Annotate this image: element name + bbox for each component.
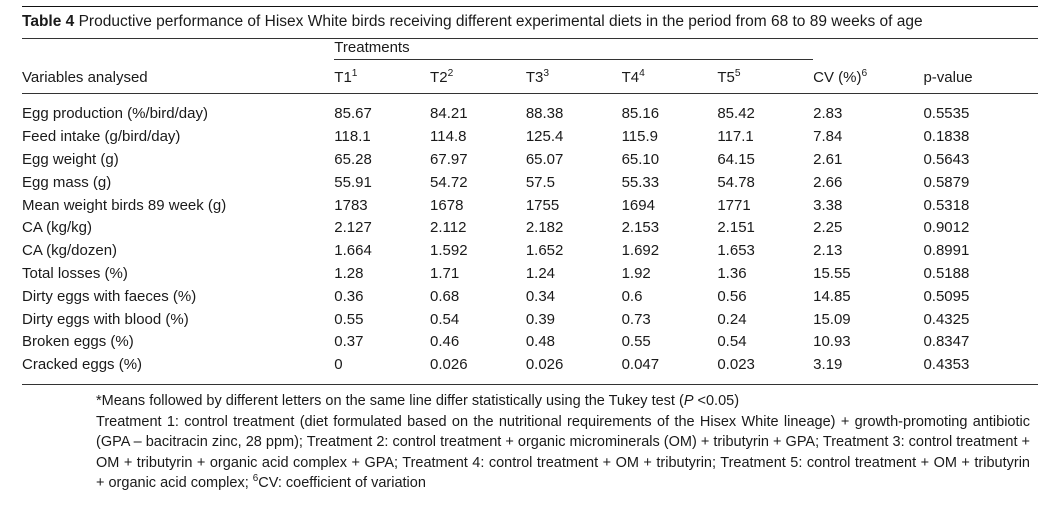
row-t4: 115.9 — [621, 128, 659, 146]
col-header-t2 — [430, 62, 526, 93]
row-t5: 0.56 — [717, 287, 747, 305]
group-header-row — [22, 39, 1038, 62]
group-header-spacer-p — [923, 39, 1038, 62]
col-header-t5 — [717, 62, 813, 93]
col-header-variables — [22, 62, 334, 93]
row-t2: 84.21 — [430, 105, 468, 123]
row-variable: Dirty eggs with faeces (%) — [22, 287, 197, 305]
row-t5: 0.24 — [717, 310, 747, 328]
table-row — [22, 195, 1038, 218]
row-t1: 0.37 — [334, 333, 364, 351]
row-t2: 0.46 — [430, 333, 460, 351]
table-row — [22, 149, 1038, 172]
table-head — [22, 39, 1038, 93]
row-t1: 0 — [334, 356, 343, 374]
performance-table — [22, 39, 1038, 93]
table-label: Table 4 — [22, 13, 75, 30]
col-header-t5-label: T5 — [717, 69, 735, 87]
row-t5: 54.78 — [717, 173, 755, 191]
row-variable: Total losses (%) — [22, 264, 128, 282]
row-t4: 0.6 — [621, 287, 643, 305]
table-row — [22, 126, 1038, 149]
row-pvalue: 0.1838 — [923, 128, 970, 146]
row-t2: 0.68 — [430, 287, 460, 305]
row-pvalue: 0.5095 — [923, 287, 970, 305]
row-cv: 15.09 — [813, 310, 851, 328]
col-header-t4-label: T4 — [621, 69, 640, 87]
row-t1: 0.36 — [334, 287, 364, 305]
row-t2: 54.72 — [430, 173, 468, 191]
table-row — [22, 286, 1038, 309]
table-body — [22, 94, 1038, 384]
row-cv: 15.55 — [813, 264, 851, 282]
row-t1: 55.91 — [334, 173, 372, 191]
table-footnotes — [96, 391, 1030, 494]
row-t5: 117.1 — [717, 128, 754, 146]
row-t2: 2.112 — [430, 219, 467, 237]
table-row — [22, 263, 1038, 286]
row-t1: 2.127 — [334, 219, 372, 237]
row-t4: 55.33 — [621, 173, 660, 191]
footnote-treatments-text: Treatment 1: control treatment (diet formulated based on the nutritional requirements of the Hisex White lineage) + growth-promoting antibiotic (GPA – bacitracin zinc, 28 ppm); Treatment 2: control treatment + organic microminerals (OM) + tributyrin + GPA; Treatment 3: control treatment + OM + tributyrin + organic acid complex + GPA; Treatment 4: control treatment + OM + tributyrin; Treatment 5: control treatment + OM + tributyrin + organic acid complex; — [96, 413, 1030, 492]
table-row — [22, 217, 1038, 240]
row-t3: 125.4 — [525, 128, 564, 146]
top-rule — [22, 6, 1038, 7]
row-t1: 1.664 — [334, 242, 372, 260]
row-t2: 0.54 — [430, 310, 460, 328]
row-t1: 1783 — [334, 196, 368, 214]
row-t3: 2.182 — [525, 219, 564, 237]
row-t5: 1.653 — [717, 242, 755, 260]
row-t4: 1.692 — [621, 242, 660, 260]
footnote-cv-sup: 6 — [252, 473, 259, 485]
body-bottom-spacer — [22, 377, 1038, 384]
row-cv: 2.25 — [813, 219, 843, 237]
row-pvalue: 0.5535 — [923, 105, 970, 123]
row-t3: 1.24 — [525, 264, 556, 282]
row-t1: 1.28 — [334, 264, 364, 282]
col-header-t4 — [622, 62, 718, 93]
col-header-t3-label: T3 — [525, 69, 544, 87]
col-header-pvalue — [923, 62, 1038, 93]
col-header-cv-sup: 6 — [861, 68, 868, 80]
row-pvalue: 0.4353 — [923, 356, 970, 374]
row-t5: 1771 — [717, 196, 751, 214]
row-t3: 0.39 — [525, 310, 556, 328]
row-t4: 1.92 — [621, 264, 651, 282]
row-pvalue: 0.5879 — [923, 173, 970, 191]
row-t3: 0.026 — [525, 356, 564, 374]
treatments-group-label: Treatments — [334, 39, 813, 60]
row-variable: Feed intake (g/bird/day) — [22, 128, 181, 146]
row-pvalue: 0.9012 — [923, 219, 970, 237]
row-t3: 88.38 — [525, 105, 564, 123]
table-row — [22, 331, 1038, 354]
footnote-p-symbol: P — [683, 392, 694, 409]
row-t4: 0.047 — [621, 356, 660, 374]
footnote-treatments — [96, 412, 1030, 494]
col-header-t1-sup: 1 — [351, 68, 358, 80]
row-t2: 1678 — [430, 196, 464, 214]
table-row — [22, 172, 1038, 195]
row-t5: 0.54 — [717, 333, 747, 351]
row-t3: 0.34 — [525, 287, 556, 305]
row-pvalue: 0.8991 — [923, 242, 970, 260]
col-header-t2-sup: 2 — [447, 68, 454, 80]
row-cv: 2.61 — [813, 150, 843, 168]
table-row — [22, 309, 1038, 332]
row-cv: 3.19 — [813, 356, 843, 374]
table-row — [22, 103, 1038, 126]
row-t3: 57.5 — [525, 173, 556, 191]
row-t4: 85.16 — [621, 105, 660, 123]
row-pvalue: 0.8347 — [923, 333, 970, 351]
row-t1: 65.28 — [334, 150, 372, 168]
row-t1: 85.67 — [334, 105, 372, 123]
row-t5: 2.151 — [717, 219, 755, 237]
col-header-t1 — [334, 62, 430, 93]
col-header-pvalue-label: p-value — [923, 69, 973, 87]
row-t3: 0.48 — [525, 333, 556, 351]
row-cv: 2.13 — [813, 242, 843, 260]
col-header-t3-sup: 3 — [543, 68, 549, 80]
footnote-significance-b: <0.05) — [693, 392, 740, 409]
row-cv: 14.85 — [813, 287, 851, 305]
column-header-row — [22, 62, 1038, 93]
row-variable: Egg mass (g) — [22, 173, 112, 191]
row-t4: 1694 — [621, 196, 655, 214]
col-header-t1-label: T1 — [334, 69, 352, 87]
row-t3: 1755 — [525, 196, 560, 214]
col-header-t2-label: T2 — [430, 69, 448, 87]
col-header-t5-sup: 5 — [734, 68, 741, 80]
row-t5: 85.42 — [717, 105, 755, 123]
bottom-rule — [22, 384, 1038, 385]
row-variable: Egg weight (g) — [22, 150, 119, 168]
group-header-spacer-cv — [813, 39, 923, 62]
table-caption — [22, 11, 1030, 32]
row-t3: 1.652 — [525, 242, 564, 260]
row-pvalue: 0.5643 — [923, 150, 970, 168]
row-variable: Cracked eggs (%) — [22, 356, 143, 374]
row-t4: 0.55 — [621, 333, 651, 351]
row-variable: Broken eggs (%) — [22, 333, 134, 351]
row-cv: 10.93 — [813, 333, 851, 351]
row-t1: 118.1 — [334, 128, 371, 146]
row-pvalue: 0.5318 — [923, 196, 970, 214]
footnote-significance-a: *Means followed by different letters on the same line differ statistically using the Tukey test ( — [96, 392, 684, 409]
row-pvalue: 0.4325 — [923, 310, 970, 328]
caption-text: Productive performance of Hisex White birds receiving different experimental diets in the period from 68 to 89 weeks of age — [78, 13, 923, 30]
table-row — [22, 354, 1038, 377]
row-t5: 0.023 — [717, 356, 755, 374]
row-t5: 64.15 — [717, 150, 755, 168]
row-t2: 67.97 — [430, 150, 468, 168]
table-row — [22, 240, 1038, 263]
row-t2: 0.026 — [430, 356, 468, 374]
col-header-cv-label: CV (%) — [813, 69, 862, 87]
footnote-significance — [96, 391, 1030, 412]
row-variable: CA (kg/kg) — [22, 219, 93, 237]
row-t4: 0.73 — [621, 310, 651, 328]
group-header-spacer — [22, 39, 334, 62]
row-cv: 3.38 — [813, 196, 843, 214]
row-t4: 65.10 — [621, 150, 660, 168]
row-variable: Egg production (%/bird/day) — [22, 105, 208, 123]
col-header-t4-sup: 4 — [639, 68, 645, 80]
row-t3: 65.07 — [525, 150, 564, 168]
row-t5: 1.36 — [717, 264, 747, 282]
body-top-spacer — [22, 94, 1038, 103]
performance-table-body — [22, 94, 1038, 384]
row-t2: 1.71 — [430, 264, 460, 282]
row-t4: 2.153 — [621, 219, 660, 237]
col-header-t3 — [526, 62, 622, 93]
row-t1: 0.55 — [334, 310, 364, 328]
row-cv: 2.66 — [813, 173, 843, 191]
col-header-variables-label: Variables analysed — [22, 69, 148, 87]
row-variable: CA (kg/dozen) — [22, 242, 118, 260]
row-pvalue: 0.5188 — [923, 264, 970, 282]
footnote-cv-text: CV: coefficient of variation — [258, 475, 426, 492]
row-t2: 1.592 — [430, 242, 468, 260]
treatments-group-header — [334, 39, 813, 62]
col-header-cv — [813, 62, 923, 93]
row-variable: Mean weight birds 89 week (g) — [22, 196, 227, 214]
row-variable: Dirty eggs with blood (%) — [22, 310, 189, 328]
row-cv: 7.84 — [813, 128, 843, 146]
row-t2: 114.8 — [430, 128, 467, 146]
row-cv: 2.83 — [813, 105, 843, 123]
